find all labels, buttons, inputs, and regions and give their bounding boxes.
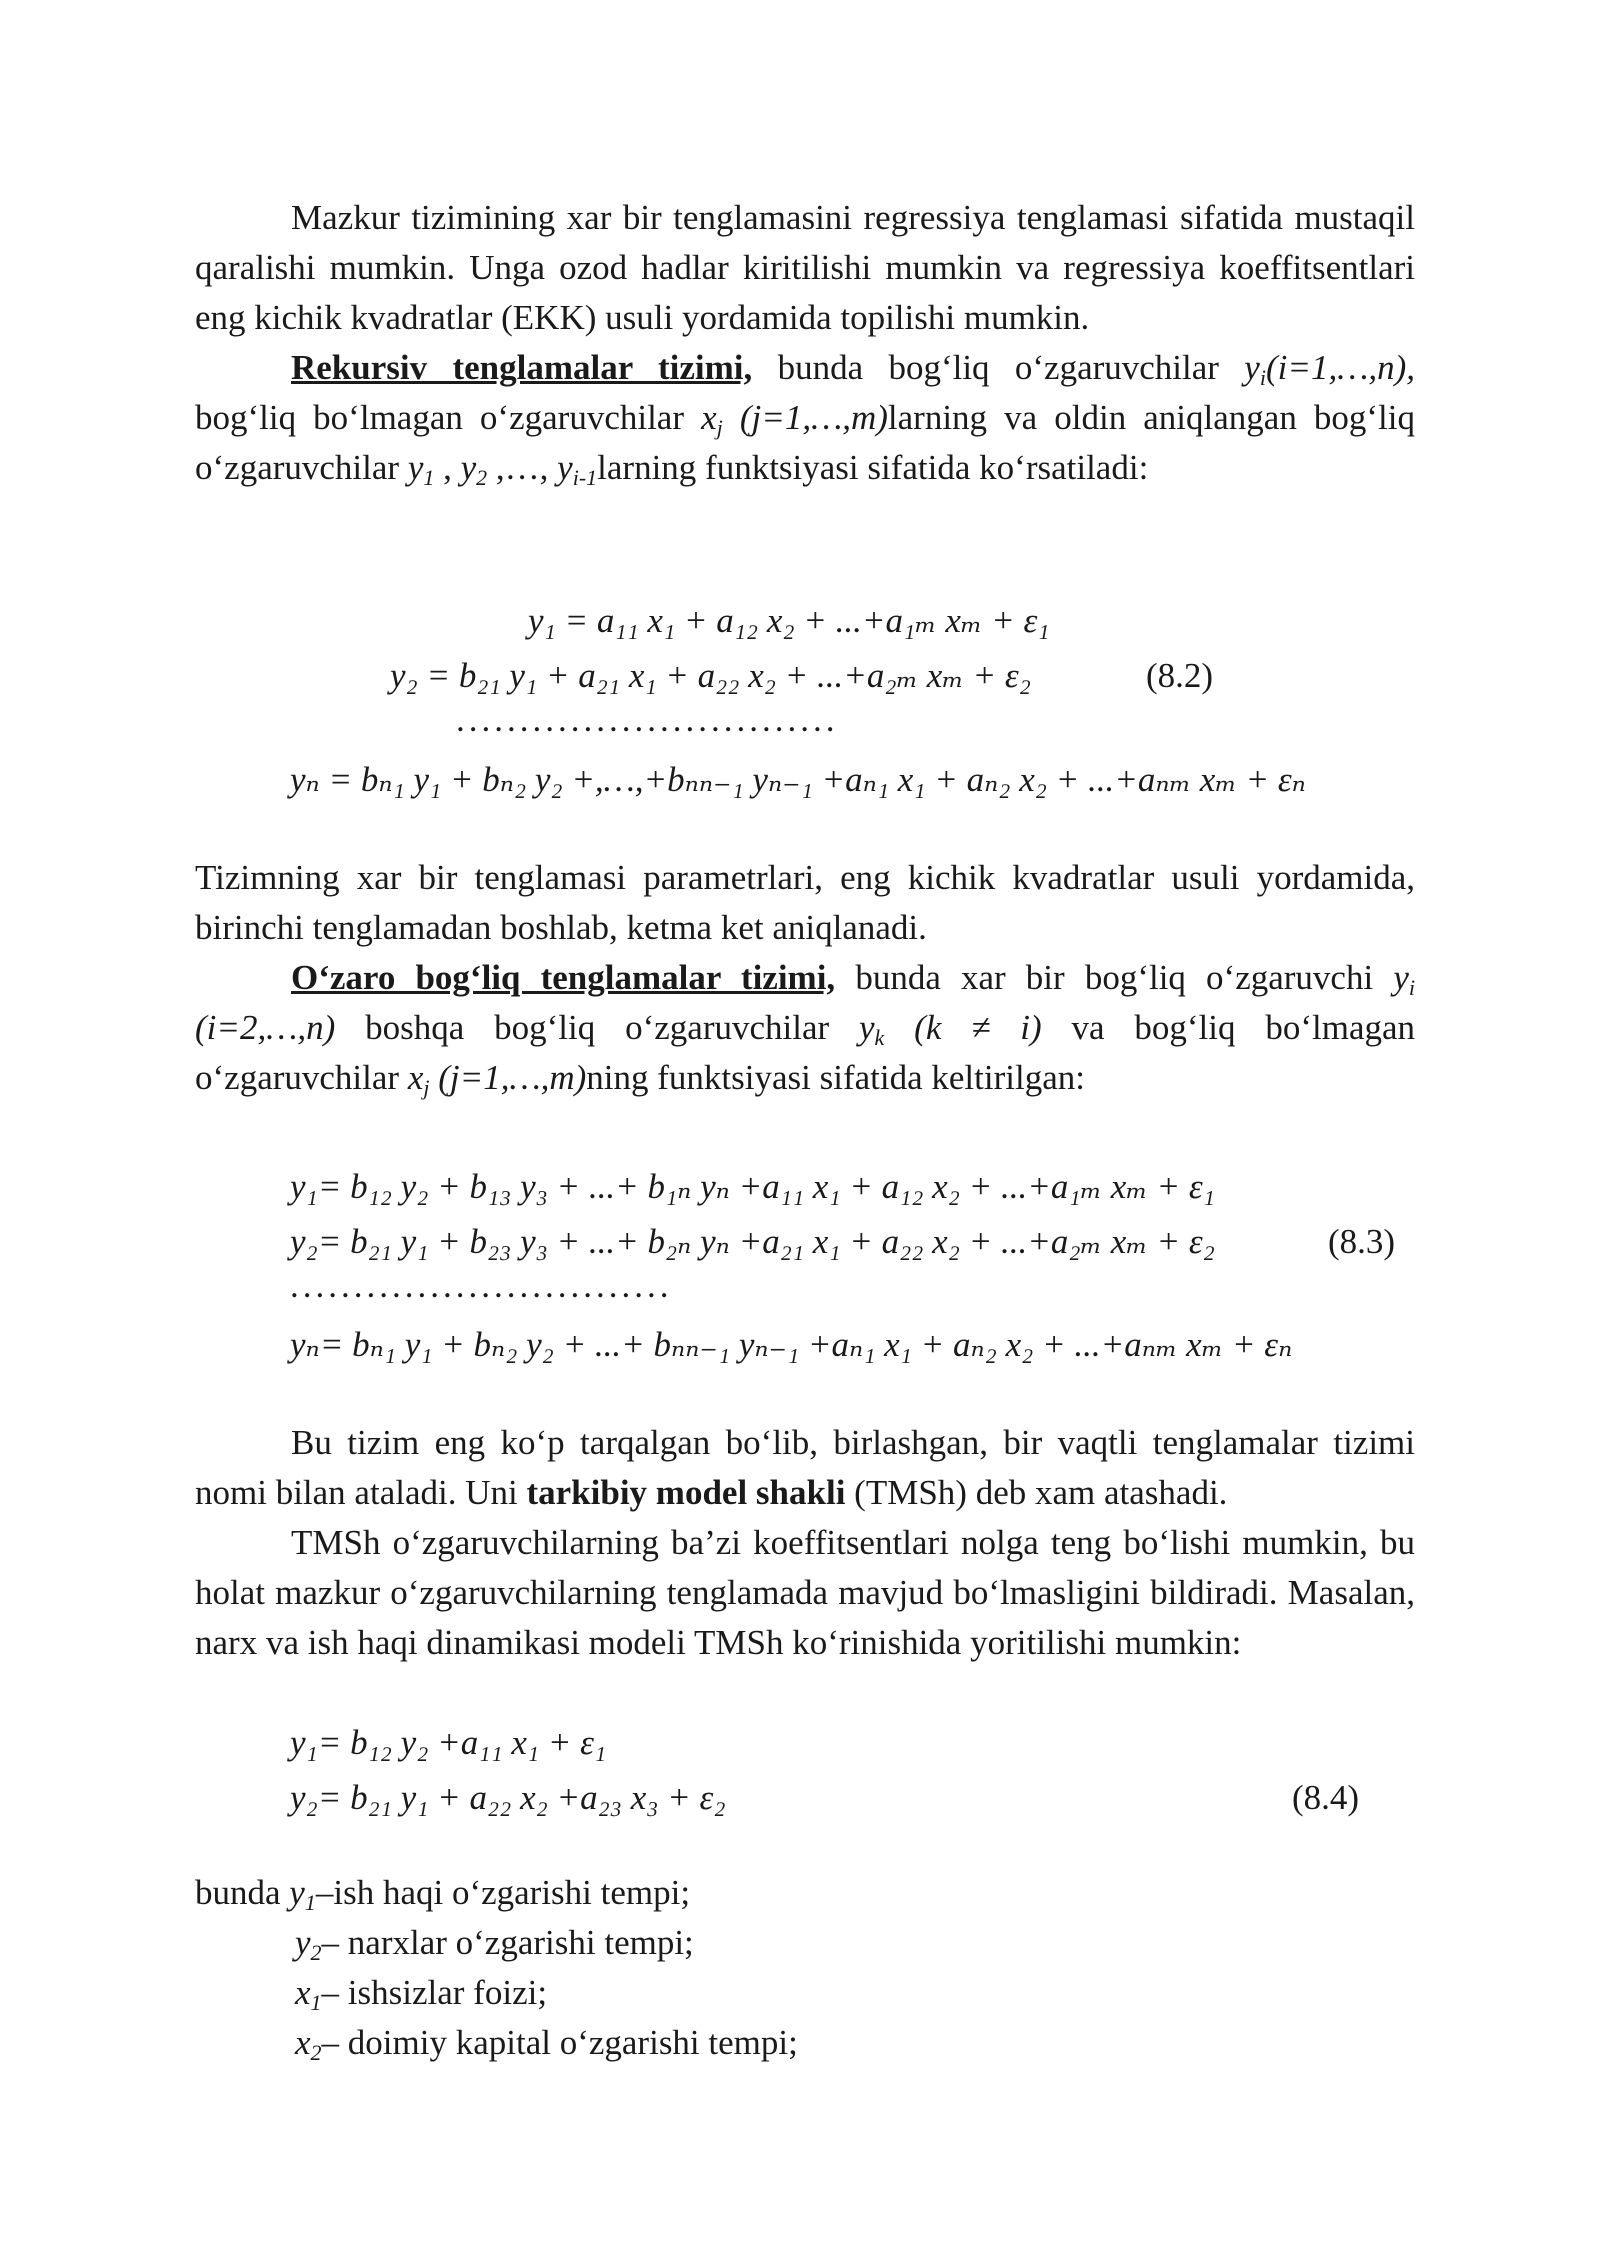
equation-8-3-ellipsis: .............................. xyxy=(290,1266,673,1305)
definition-x1: $x_1-$ ishsizlar foizi; xyxy=(295,1973,548,2015)
interdependent-system-heading: O‘zaro bog‘liq tenglamalar tizimi, xyxy=(291,958,836,997)
equation-8-3-row-n: yₙ= bₙ₁ y₁ + bₙ₂ y₂ + ...+ bₙₙ₋₁ yₙ₋₁ +aₙ₁ x₁ + aₙ₂ x₂ + ...+aₙₘ xₘ + εₙ xyxy=(290,1325,1293,1364)
equation-8-3-row-1: y₁= b₁₂ y₂ + b₁₃ y₃ + ...+ b₁ₙ yₙ +a₁₁ x₁ + a₁₂ x₂ + ...+a₁ₘ xₘ + ε₁ xyxy=(290,1167,1215,1206)
equation-number-8-2: (8.2) xyxy=(1146,656,1214,695)
equation-8-4-row-2: y₂= b₂₁ y₁ + a₂₂ x₂ +a₂₃ x₃ + ε₂ xyxy=(290,1778,726,1817)
paragraph-interdependent: O‘zaro bog‘liq tenglamalar tizimi, bunda xar bir bog‘liq o‘zgaruvchi $y_i$ (i=2,…,n) boshqa bog‘liq o‘zgaruvchilar $y_k$ (k ≠ i) va bog‘liq bo‘lmagan o‘zgaruvchilar $x_j$ (j=1,…,m)ning funktsiyasi sifatida keltirilgan: xyxy=(195,958,1416,1100)
paragraph-structural-form: Bu tizim eng ko‘p tarqalgan bo‘lib, birlashgan, bir vaqtli tenglamalar tizimi nomi bilan ataladi. Uni tarkibiy model shakli (TMSh) deb xam atashadi. xyxy=(195,1423,1415,1512)
equation-number-8-3: (8.3) xyxy=(1328,1222,1396,1261)
paragraph-recursive: Rekursiv tenglamalar tizimi, bunda bog‘liq o‘zgaruvchilar $y_i(i=1,\dots,n)$, bog‘liq bo‘lmagan o‘zgaruvchilar $x_j$ (j=1,…,m)larning va oldin aniqlangan bog‘liq o‘zgaruvchilar $y_1$ , $y_2$ ,…, $y_{i-1}larning$ funktsiyasi sifatida ko‘rsatiladi: xyxy=(195,348,1416,490)
paragraph-parameters: Tizimning xar bir tenglamasi parametrlari, eng kichik kvadratlar usuli yordamida, birinchi tenglamadan boshlab, ketma ket aniqlanadi. xyxy=(195,858,1415,947)
equation-8-3-row-2: y₂= b₂₁ y₁ + b₂₃ y₃ + ...+ b₂ₙ yₙ +a₂₁ x₁ + a₂₂ x₂ + ...+a₂ₘ xₘ + ε₂ xyxy=(290,1222,1215,1261)
definition-x2: $x_2-$ doimiy kapital o‘zgarishi tempi; xyxy=(295,2023,798,2065)
equation-8-2-row-2: y₂ = b₂₁ y₁ + a₂₁ x₁ + a₂₂ x₂ + ...+a₂ₘ xₘ + ε₂ xyxy=(390,656,1031,695)
equation-8-2-ellipsis: .............................. xyxy=(456,700,839,739)
definition-y2: $y_2-$ narxlar o‘zgarishi tempi; xyxy=(295,1923,694,1965)
equation-8-4-row-1: y₁= b₁₂ y₂ +a₁₁ x₁ + ε₁ xyxy=(290,1723,607,1762)
paragraph-tmsh: TMSh o‘zgaruvchilarning ba’zi koeffitsentlari nolga teng bo‘lishi mumkin, bu holat mazkur o‘zgaruvchilarning tenglamada mavjud bo‘lmasligini bildiradi. Masalan, narx va ish haqi dinamikasi modeli TMSh ko‘rinishida yoritilishi mumkin: xyxy=(195,1523,1415,1662)
structural-model-term: tarkibiy model shakli xyxy=(526,1473,846,1512)
paragraph-intro: Mazkur tizimining xar bir tenglamasini regressiya tenglamasi sifatida mustaqil qaralishi mumkin. Unga ozod hadlar kiritilishi mumkin va regressiya koeffitsentlari eng kichik kvadratlar (EKK) usuli yordamida topilishi mumkin. xyxy=(195,198,1415,337)
equation-number-8-4: (8.4) xyxy=(1292,1778,1360,1817)
equation-8-2-row-1: y₁ = a₁₁ x₁ + a₁₂ x₂ + ...+a₁ₘ xₘ + ε₁ xyxy=(528,601,1050,640)
definition-y1: bunda $y_1$–ish haqi o‘zgarishi tempi; xyxy=(195,1873,691,1915)
recursive-system-heading: Rekursiv tenglamalar tizimi, xyxy=(291,348,753,387)
equation-8-2-row-n: yₙ = bₙ₁ y₁ + bₙ₂ y₂ +,…,+bₙₙ₋₁ yₙ₋₁ +aₙ₁ x₁ + aₙ₂ x₂ + ...+aₙₘ xₘ + εₙ xyxy=(290,760,1306,799)
